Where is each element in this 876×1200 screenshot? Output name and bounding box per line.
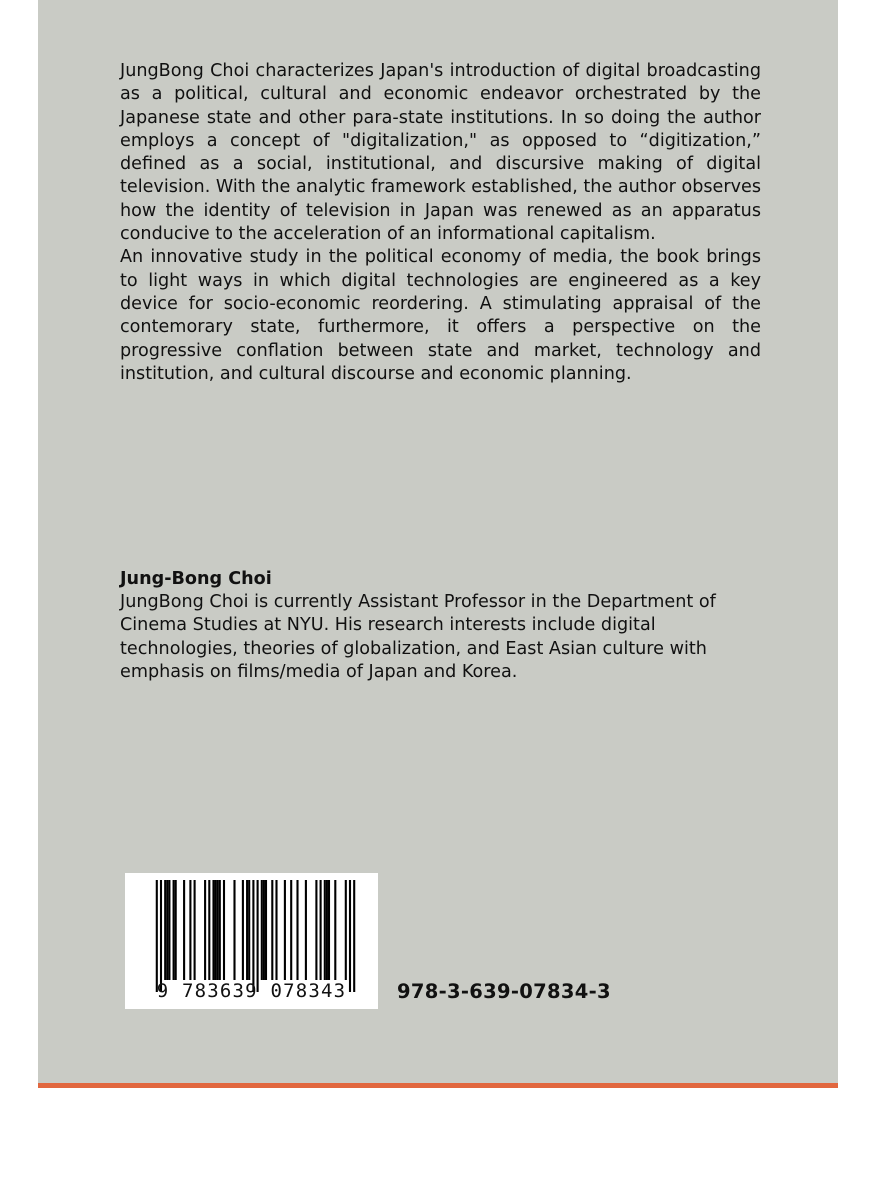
barcode-bar: [208, 880, 210, 980]
barcode-bar: [242, 880, 244, 980]
barcode-bar: [215, 880, 217, 980]
barcode-bar: [257, 880, 259, 992]
barcode-bar: [290, 880, 292, 980]
barcode-bar: [263, 880, 265, 980]
barcode-bar: [284, 880, 286, 980]
barcode-digits: 9 783639 078343: [156, 980, 347, 1002]
barcode-bar: [204, 880, 206, 980]
barcode-bar: [168, 880, 170, 980]
barcode-bar: [320, 880, 322, 980]
barcode-bar: [296, 880, 298, 980]
barcode-bar: [353, 880, 355, 992]
description-paragraph: JungBong Choi characterizes Japan's introduction of digital broadcasting as a political, cultural and economic endeavor orchestrated by the Japanese state and other para-state institutions. In so doing the author employs a concept of "digitalization," as opposed to “digitization,” defined as a social, institutional, and discursive making of digital television. With the analytic framework established, the author observes how the identity of television in Japan was renewed as an apparatus conducive to the acceleration of an informational capitalism.: [120, 61, 762, 245]
barcode-bar: [223, 880, 225, 980]
barcode-bar: [166, 880, 168, 980]
barcode-bar: [248, 880, 250, 980]
barcode-bar: [183, 880, 185, 980]
barcode-bar: [164, 880, 166, 980]
author-name: Jung-Bong Choi: [120, 569, 272, 589]
book-description: [120, 60, 761, 386]
barcode-bar: [305, 880, 307, 980]
barcode-bar: [349, 880, 351, 992]
barcode-bar: [173, 880, 175, 980]
barcode: [125, 873, 378, 1009]
barcode-bar: [324, 880, 326, 980]
barcode-bar: [212, 880, 214, 980]
isbn-number: 978-3-639-07834-3: [397, 980, 611, 1003]
barcode-bar: [217, 880, 219, 980]
barcode-bar: [345, 880, 347, 980]
author-bio: JungBong Choi is currently Assistant Professor in the Department of Cinema Studies at NYU. His research interests include digital technologies, theories of globalization, and East Asian culture with emphasis on films/media of Japan and Korea.: [120, 592, 716, 682]
barcode-bar: [326, 880, 328, 980]
barcode-bar: [271, 880, 273, 980]
barcode-bar: [315, 880, 317, 980]
barcode-bar: [275, 880, 277, 980]
barcode-bar: [252, 880, 254, 992]
barcode-bar: [261, 880, 263, 980]
barcode-bar: [334, 880, 336, 980]
barcode-bar: [175, 880, 177, 980]
barcode-bar: [156, 880, 158, 992]
barcode-bar: [246, 880, 248, 980]
barcode-bar: [233, 880, 235, 980]
accent-bar: [38, 1083, 838, 1088]
description-paragraph: An innovative study in the political economy of media, the book brings to light ways in which digital technologies are engineered as a key device for socio-economic reordering. A stimulating appraisal of the contemorary state, furthermore, it offers a perspective on the progressive conflation between state and market, technology and institution, and cultural discourse and economic planning.: [120, 247, 761, 384]
barcode-bar: [328, 880, 330, 980]
barcode-bar: [219, 880, 221, 980]
barcode-bar: [194, 880, 196, 980]
barcode-bar: [189, 880, 191, 980]
barcode-bar: [265, 880, 267, 980]
barcode-bar: [160, 880, 162, 992]
